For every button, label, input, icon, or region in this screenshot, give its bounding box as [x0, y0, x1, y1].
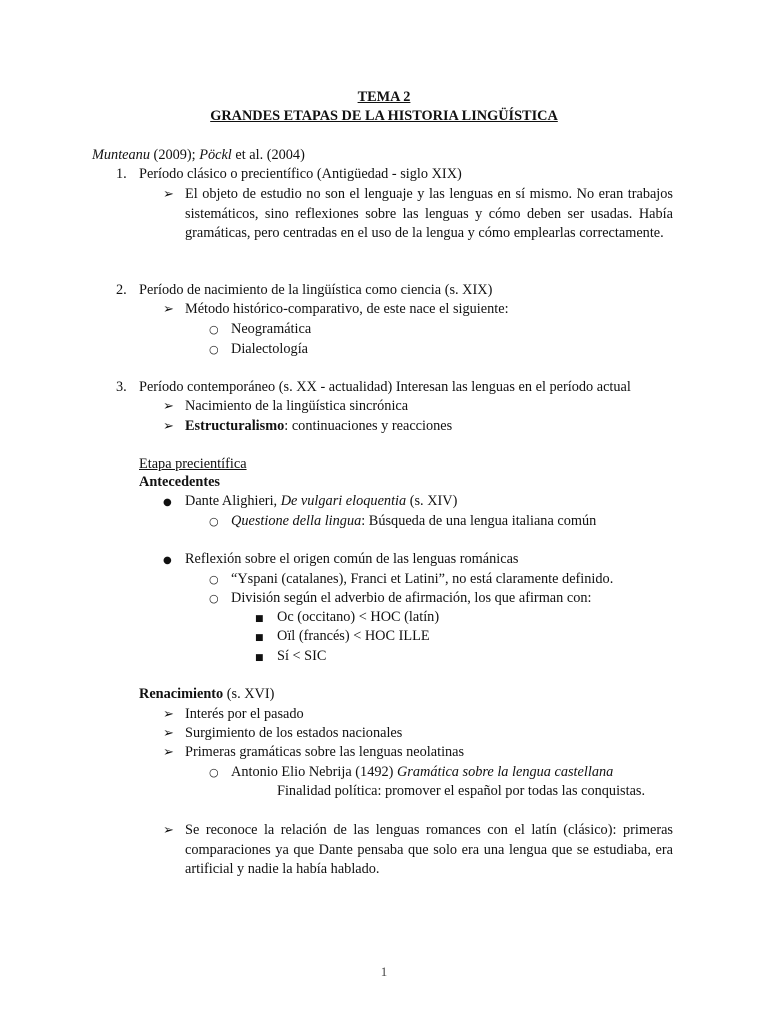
questione-item: [231, 512, 596, 532]
square-bullet-icon: ■: [255, 653, 264, 663]
square-bullet-icon: ■: [255, 633, 264, 643]
dante-item: [185, 492, 457, 512]
renacimiento-heading: [139, 685, 274, 705]
ref-author-1: Munteanu: [92, 147, 150, 163]
sec3-number: 3.: [116, 379, 127, 395]
renacimiento-rest: (s. XVI): [223, 686, 275, 702]
page-number: 1: [380, 964, 388, 979]
square-bullet-icon: ■: [255, 614, 264, 624]
dante-work: De vulgari eloquentia: [280, 493, 407, 509]
arrow-bullet-icon: ➢: [163, 187, 174, 202]
ren-item-4: Se reconoce la relación de las lenguas romances con el latín (clásico): primeras comparaciones ya que Dante pensaba que solo era una lengua que se estudiaba, era artificial y nadie la había hablado.: [185, 822, 673, 877]
sec1-title: Período clásico o precientífico (Antigüedad - siglo XIX): [139, 166, 462, 182]
division-item: División según el adverbio de afirmación, los que afirman con:: [231, 590, 592, 606]
circle-bullet-icon: ○: [209, 323, 219, 336]
nebrija-work: Gramática sobre la lengua castellana: [396, 764, 614, 780]
sec2-item-1: Método histórico-comparativo, de este nace el siguiente:: [185, 301, 509, 317]
sec2-number: 2.: [116, 282, 127, 298]
ren-item-1: Interés por el pasado: [185, 706, 304, 722]
arrow-bullet-icon: ➢: [163, 823, 174, 838]
yspani-item: “Yspani (catalanes), Franci et Latini”, no está claramente definido.: [231, 571, 614, 587]
antecedentes-heading: Antecedentes: [139, 474, 220, 490]
si-item: Sí < SIC: [277, 648, 327, 664]
dot-bullet-icon: ●: [163, 497, 172, 508]
reflexion-item: Reflexión sobre el origen común de las lenguas románicas: [185, 551, 519, 567]
arrow-bullet-icon: ➢: [163, 399, 174, 414]
sec3-item-1: Nacimiento de la lingüística sincrónica: [185, 398, 409, 414]
nebrija-pre: Antonio Elio Nebrija (1492): [231, 764, 397, 780]
etapa-heading: Etapa precientífica: [139, 456, 247, 472]
ren-item-3: Primeras gramáticas sobre las lenguas neolatinas: [185, 744, 465, 760]
dot-bullet-icon: ●: [163, 555, 172, 566]
arrow-bullet-icon: ➢: [163, 726, 174, 741]
sec3-item-2: [185, 417, 452, 437]
dante-pre: Dante Alighieri,: [185, 493, 281, 509]
ref-year-1: (2009);: [149, 147, 200, 163]
sec1-paragraph: El objeto de estudio no son el lenguaje y las lenguas en sí mismo. No eran trabajos sistemáticos, sino reflexiones sobre las lenguas y cómo deben ser usadas. Había gramáticas, pero centradas en el uso de la lengua y cómo emplearlas correctamente.: [185, 186, 673, 241]
ref-year-2: et al. (2004): [231, 147, 305, 163]
oc-item: Oc (occitano) < HOC (latín): [277, 609, 440, 625]
ren-item-2: Surgimiento de los estados nacionales: [185, 725, 403, 741]
sec2-title: Período de nacimiento de la lingüística como ciencia (s. XIX): [139, 282, 493, 298]
title-tema: TEMA 2: [357, 89, 411, 105]
arrow-bullet-icon: ➢: [163, 707, 174, 722]
questione-rest: : Búsqueda de una lengua italiana común: [361, 513, 597, 529]
circle-bullet-icon: ○: [209, 592, 219, 605]
arrow-bullet-icon: ➢: [163, 745, 174, 760]
circle-bullet-icon: ○: [209, 766, 219, 779]
circle-bullet-icon: ○: [209, 573, 219, 586]
dante-post: (s. XIV): [406, 493, 458, 509]
references: [92, 146, 305, 166]
nebrija-item: [231, 763, 613, 783]
circle-bullet-icon: ○: [209, 515, 219, 528]
circle-bullet-icon: ○: [209, 343, 219, 356]
renacimiento-bold: Renacimiento: [139, 686, 224, 702]
sec1-number: 1.: [116, 166, 127, 182]
sec2-sub-2: Dialectología: [231, 341, 309, 357]
finalidad-paragraph: Finalidad política: promover el español por todas las conquistas.: [277, 783, 646, 799]
oil-item: Oïl (francés) < HOC ILLE: [277, 628, 430, 644]
sec3-item-2-bold: Estructuralismo: [185, 418, 285, 434]
arrow-bullet-icon: ➢: [163, 419, 174, 434]
sec3-item-2-rest: : continuaciones y reacciones: [284, 418, 453, 434]
sec2-sub-1: Neogramática: [231, 321, 312, 337]
title-main: GRANDES ETAPAS DE LA HISTORIA LINGÜÍSTICA: [210, 108, 558, 124]
ref-author-2: Pöckl: [199, 147, 232, 163]
arrow-bullet-icon: ➢: [163, 302, 174, 317]
sec3-title: Período contemporáneo (s. XX - actualidad) Interesan las lenguas en el período actual: [139, 379, 631, 395]
questione-title: Questione della lingua: [231, 513, 362, 529]
